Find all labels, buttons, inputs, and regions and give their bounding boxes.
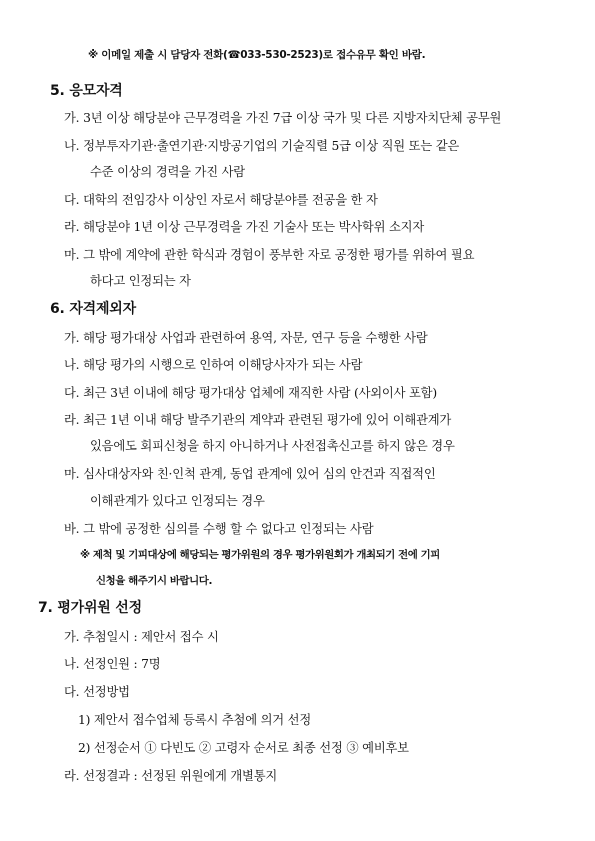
section-7-item: 라. 선정결과 : 선정된 위원에게 개별통지	[64, 769, 278, 783]
section-5-item: 가. 3년 이상 해당분야 근무경력을 가진 7급 이상 국가 및 다른 지방자치단체 공무원	[64, 111, 502, 125]
section-6-item-continuation: 이해관계가 있다고 인정되는 경우	[90, 494, 265, 508]
section-5-item: 다. 대학의 전임강사 이상인 자로서 해당분야를 전공을 한 자	[64, 193, 378, 207]
section-7-subitem: 2) 선정순서 ① 다빈도 ② 고령자 순서로 최종 선정 ③ 예비후보	[78, 741, 409, 755]
section-6-item: 바. 그 밖에 공정한 심의를 수행 할 수 없다고 인정되는 사람	[64, 522, 374, 536]
section-7-heading: 7. 평가위원 선정	[38, 600, 142, 616]
section-6-item: 가. 해당 평가대상 사업과 관련하여 용역, 자문, 연구 등을 수행한 사람	[64, 331, 428, 345]
section-5-item: 라. 해당분야 1년 이상 근무경력을 가진 기술사 또는 박사학위 소지자	[64, 220, 425, 234]
section-5-item: 나. 정부투자기관·출연기관·지방공기업의 기술직렬 5급 이상 직원 또는 같은	[64, 139, 460, 153]
section-6-item: 나. 해당 평가의 시행으로 인하여 이해당사자가 되는 사람	[64, 358, 363, 372]
section-5-item-continuation: 하다고 인정되는 자	[90, 274, 191, 288]
section-7-subitem: 1) 제안서 접수업체 등록시 추첨에 의거 선정	[78, 713, 312, 727]
section-7-item: 나. 선정인원 : 7명	[64, 657, 161, 671]
section-5-item: 마. 그 밖에 계약에 관한 학식과 경험이 풍부한 자로 공정한 평가를 위하여 필요	[64, 248, 475, 262]
recusal-note-line: 신청을 해주기시 바랍니다.	[96, 575, 212, 587]
section-7-item: 가. 추첨일시 : 제안서 접수 시	[64, 630, 219, 644]
section-6-item-continuation: 있음에도 회피신청을 하지 아니하거나 사전접촉신고를 하지 않은 경우	[90, 439, 455, 453]
section-6-item: 마. 심사대상자와 친·인척 관계, 동업 관계에 있어 심의 안건과 직접적인	[64, 467, 436, 481]
email-submission-note: ※ 이메일 제출 시 담당자 전화(☎033-530-2523)로 접수유무 확인 바람.	[88, 49, 426, 61]
section-7-item: 다. 선정방법	[64, 685, 130, 699]
section-6-item: 라. 최근 1년 이내 해당 발주기관의 계약과 관련된 평가에 있어 이해관계가	[64, 413, 452, 427]
section-5-heading: 5. 응모자격	[50, 83, 123, 99]
section-6-heading: 6. 자격제외자	[50, 301, 136, 317]
section-6-item: 다. 최근 3년 이내에 해당 평가대상 업체에 재직한 사람 (사외이사 포함)	[64, 386, 437, 400]
recusal-note-line: ※ 제척 및 기피대상에 해당되는 평가위원의 경우 평가위원회가 개최되기 전에 기피	[80, 549, 440, 561]
section-5-item-continuation: 수준 이상의 경력을 가진 사람	[90, 165, 245, 179]
